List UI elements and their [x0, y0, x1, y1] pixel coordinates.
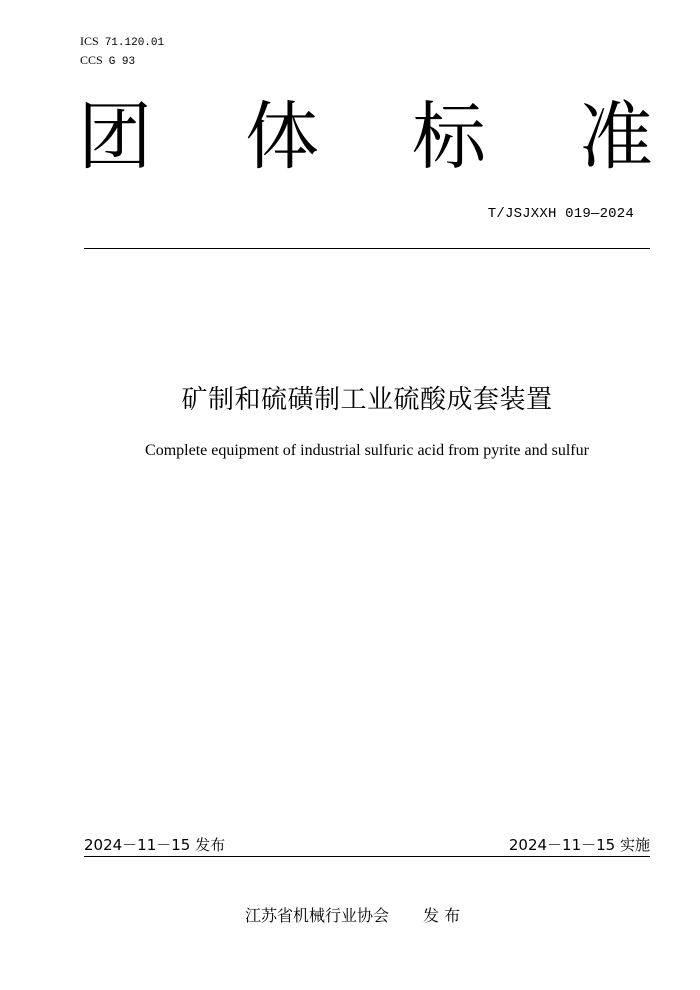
top-divider	[84, 248, 650, 249]
ccs-value: G 93	[108, 56, 136, 68]
standard-number: T/JSJXXH 019—2024	[487, 206, 634, 222]
ics-code	[80, 33, 164, 52]
heading-char-4: 准	[579, 94, 653, 180]
bottom-divider	[84, 856, 650, 857]
document-title-chinese: 矿制和硫磺制工业硫酸成套装置	[181, 385, 553, 415]
ccs-label: CCS	[80, 53, 103, 67]
issue-date: 2024－11－15 发布	[84, 836, 226, 854]
publish-action: 发 布	[423, 906, 461, 925]
heading-char-2: 体	[245, 94, 319, 180]
publisher-organization: 江苏省机械行业协会	[245, 906, 390, 925]
classification-codes	[80, 33, 164, 71]
ccs-code	[80, 52, 164, 71]
implementation-date: 2024－11－15 实施	[508, 836, 650, 854]
heading-char-3: 标	[412, 94, 486, 180]
ics-value: 71.120.01	[104, 37, 165, 49]
heading-char-1: 团	[78, 94, 152, 180]
document-title-english: Complete equipment of industrial sulfuric acid from pyrite and sulfur	[145, 442, 589, 459]
group-standard-heading	[78, 92, 653, 182]
ics-label: ICS	[80, 34, 99, 48]
publisher-line	[245, 903, 460, 926]
